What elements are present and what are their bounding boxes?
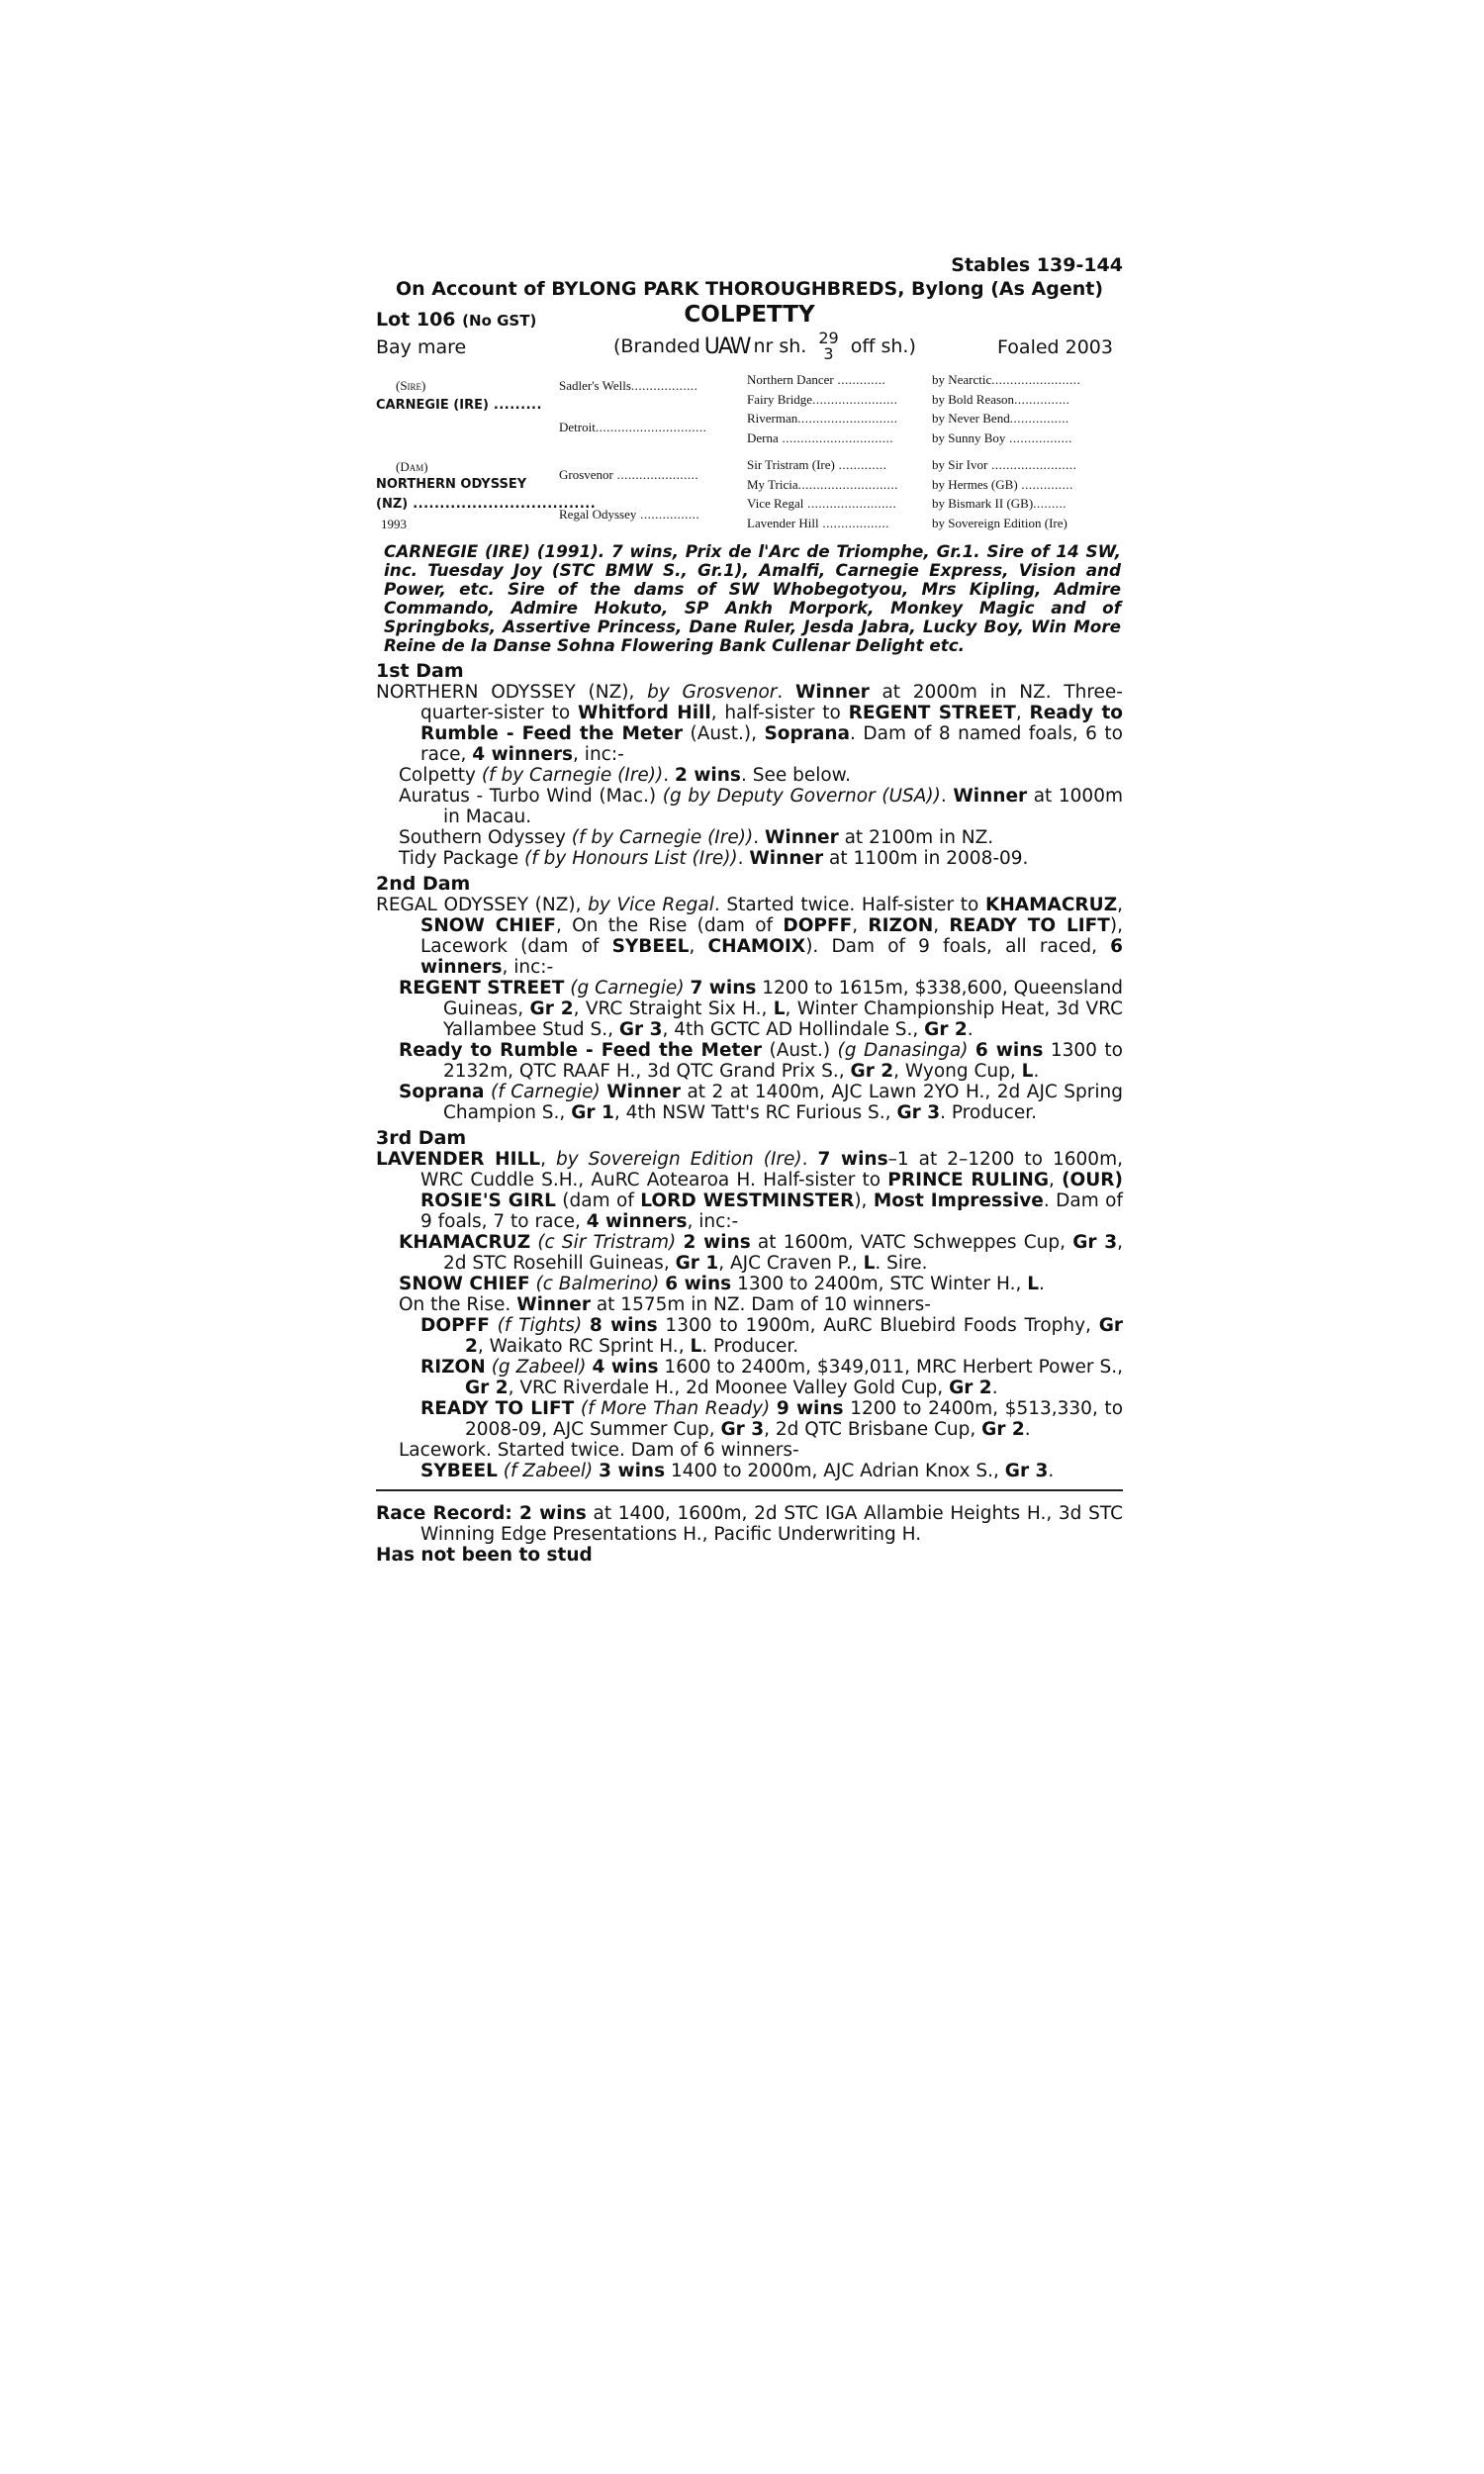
gg-2-text: Fairy Bridge (747, 392, 813, 407)
text: . (1039, 1274, 1045, 1294)
gg-3: Riverman........................... (747, 411, 898, 426)
grade: L (690, 1336, 702, 1357)
text: On the Rise. (399, 1294, 517, 1315)
progeny-name: SNOW CHIEF (399, 1274, 530, 1294)
text: at 1600m, VATC Schweppes Cup, (750, 1232, 1073, 1253)
progeny-name: KHAMACRUZ (399, 1232, 531, 1253)
foal-name: Southern Odyssey (399, 827, 572, 848)
relative-name: LORD WESTMINSTER (640, 1190, 855, 1211)
ggg-8-text: by Sovereign Edition (Ire) (932, 516, 1067, 530)
bold-text: 6 wins (665, 1274, 732, 1294)
grade: Gr 3 (1072, 1232, 1118, 1253)
ggg-1: by Nearctic........................ (932, 372, 1081, 387)
dam-dam: Regal Odyssey ................ (559, 507, 700, 522)
text: . (1033, 1061, 1040, 1082)
third-dam-summary (376, 1149, 1123, 1232)
text: . (777, 682, 795, 703)
sire-sire-text: Sadler's Wells (559, 378, 631, 393)
ggg-1-text: by Nearctic (932, 372, 992, 387)
lot-label: Lot 106 (376, 309, 456, 331)
grade: Gr 2 (465, 1378, 509, 1398)
dam-sire: Grosvenor ...................... (559, 467, 699, 482)
relative-name: (OUR) ROSIE'S GIRL (420, 1170, 1123, 1211)
bold-text: 2 wins (675, 765, 741, 786)
gg-1: Northern Dancer ............. (747, 372, 886, 387)
grand-progeny-entry (376, 1315, 1123, 1357)
ggg-3-text: by Never Bend (932, 411, 1010, 426)
foal-entry (376, 786, 1123, 827)
bold-text: 2 wins (519, 1503, 587, 1524)
bold-text: 7 wins (690, 978, 757, 999)
text: 1200 to 2400m, $513,330, to 2008-09, AJC Summer Cup, (465, 1398, 1124, 1440)
dam-name-line2: (NZ) .................................. (376, 497, 597, 512)
text: 1200 to 1615m, $338,600, Queensland Guineas, (443, 978, 1123, 1019)
ggg-8 (932, 516, 1067, 531)
second-dam-sire: by Vice Regal (588, 895, 714, 915)
bold-text: Winner (794, 682, 870, 703)
relative-name: Whitford Hill (577, 703, 711, 723)
text: , (1049, 1170, 1063, 1190)
text: at 2 at 1400m, AJC Lawn 2YO H., 2d AJC Spring Champion S., (443, 1082, 1123, 1123)
relative-name: DOPFF (783, 915, 853, 936)
dam-dam-text: Regal Odyssey (559, 507, 637, 522)
progeny-pedigree: (c Sir Tristram) (537, 1232, 677, 1253)
foal-name: Auratus - Turbo Wind (Mac.) (399, 786, 663, 807)
gst-note: (No GST) (462, 312, 537, 330)
progeny-entry (376, 1274, 1123, 1294)
grade: Gr 2 (981, 1419, 1025, 1440)
text: 1400 to 2000m, AJC Adrian Knox S., (665, 1461, 1005, 1481)
foal-entry (376, 765, 1123, 786)
gg-7-text: Vice Regal (747, 496, 804, 511)
bold-text: Winner (764, 827, 839, 848)
catalogue-body (376, 661, 1123, 1566)
text: at 1575m in NZ. Dam of 10 winners- (590, 1294, 931, 1315)
first-dam-sire: by Grosvenor (647, 682, 778, 703)
foaled-year: Foaled 2003 (997, 336, 1113, 358)
ggg-5: by Sir Ivor ....................... (932, 457, 1077, 472)
text: , (1015, 703, 1030, 723)
horse-sex: Bay mare (376, 336, 467, 358)
progeny-pedigree: (f Carnegie) (491, 1082, 601, 1102)
sire-name-text: CARNEGIE (IRE) (376, 398, 489, 413)
progeny-entry (376, 978, 1123, 1040)
bold-text: Winner (516, 1294, 591, 1315)
brand-number (818, 331, 838, 362)
text: , (689, 936, 708, 957)
third-dam-heading: 3rd Dam (376, 1127, 467, 1149)
brand-mark-icon: UAW (703, 333, 750, 359)
ggg-2: by Bold Reason............... (932, 392, 1070, 407)
dam-name-line2-text: (NZ) (376, 497, 409, 512)
progeny-name: READY TO LIFT (420, 1398, 575, 1419)
third-dam-sire: by Sovereign Edition (Ire) (555, 1149, 802, 1170)
grade: Gr 2 (465, 1315, 1123, 1357)
grade: Gr 1 (571, 1102, 614, 1123)
text: ). Dam of 9 foals, all raced, (805, 936, 1111, 957)
relative-name: Soprana (764, 723, 851, 744)
progeny-entry (376, 1232, 1123, 1274)
stud-status-text: Has not been to stud (376, 1545, 593, 1566)
section-divider (376, 1489, 1123, 1491)
dam-name-line1: NORTHERN ODYSSEY (376, 477, 527, 492)
text: . See below. (740, 765, 851, 786)
text: . (967, 1019, 974, 1040)
gg-6: My Tricia........................... (747, 477, 898, 492)
grade: Gr 2 (949, 1378, 992, 1398)
relative-name: Ready to Rumble - Feed the Meter (420, 703, 1123, 744)
progeny-pedigree: (c Balmerino) (535, 1274, 660, 1294)
text: , 4th NSW Tatt's RC Furious S., (613, 1102, 897, 1123)
grade: L (773, 999, 786, 1019)
gg-6-text: My Tricia (747, 477, 798, 492)
text: . Dam of 8 named foals, 6 to race, (420, 723, 1123, 765)
text: , inc:- (502, 957, 554, 978)
sire-label: (Sire) (396, 378, 426, 393)
off-shoulder: off sh.) (850, 335, 916, 357)
text: . Sire. (875, 1253, 928, 1274)
near-shoulder: nr sh. (753, 335, 807, 357)
branded-prefix: (Branded (613, 335, 700, 357)
sire-summary: CARNEGIE (IRE) (1991). 7 wins, Prix de l'Arc de Triomphe, Gr.1. Sire of 14 SW, inc. Tuesday Joy (STC BMW S., Gr.1), Amalfi, Carnegie Express, Vision and Power, etc. Sire of the dams of SW Whobegotyou, Mrs Kipling, Admire Commando, Admire Hokuto, SP Ankh Morpork, Monkey Magic and of Springboks, Assertive Princess, Dane Ruler, Jesda Jabra, Lucky Boy, Win More Reine de la Danse Sohna Flowering Bank Cullenar Delight etc. (384, 541, 1121, 655)
grade: Gr 3 (720, 1419, 765, 1440)
horse-name: COLPETTY (684, 302, 815, 328)
text: 1300 to 2400m, STC Winter H., (731, 1274, 1028, 1294)
gg-3-text: Riverman (747, 411, 798, 426)
foal-pedigree: (f by Honours List (Ire)) (524, 848, 738, 869)
text: (Aust.), (683, 723, 765, 744)
text: . Started twice. Half-sister to (713, 895, 985, 915)
bold-text: Winner (606, 1082, 681, 1102)
gg-1-text: Northern Dancer (747, 372, 834, 387)
bold-text: 8 wins (589, 1315, 658, 1336)
text: , (540, 1149, 556, 1170)
foal-entry (376, 827, 1123, 848)
race-record (376, 1503, 1123, 1545)
progeny-name: Soprana (399, 1082, 485, 1102)
text: , 2d STC Rosehill Guineas, (443, 1232, 1124, 1274)
progeny-pedigree: (g Zabeel) (491, 1357, 587, 1378)
gg-4: Derna .............................. (747, 430, 894, 445)
grade: Gr 1 (675, 1253, 719, 1274)
text: (Aust.) (762, 1040, 838, 1061)
text: , On the Rise (dam of (556, 915, 784, 936)
text: ), (854, 1190, 874, 1211)
text: . (991, 1378, 998, 1398)
text: , (852, 915, 869, 936)
ggg-7: by Bismark II (GB)......... (932, 496, 1067, 511)
text: . (801, 1149, 818, 1170)
dam-sire-text: Grosvenor (559, 467, 613, 482)
text: at 2100m in NZ. (838, 827, 994, 848)
gg-2: Fairy Bridge....................... (747, 392, 898, 407)
relative-name: KHAMACRUZ (984, 895, 1118, 915)
grade: Gr 3 (896, 1102, 941, 1123)
sire-dam: Detroit.............................. (559, 420, 707, 434)
grade: Gr 2 (850, 1061, 894, 1082)
progeny-entry: Lacework. Started twice. Dam of 6 winners- (399, 1440, 799, 1461)
progeny-pedigree: (g Danasinga) (837, 1040, 969, 1061)
bold-text: 7 wins (817, 1149, 888, 1170)
bold-text: 4 wins (592, 1357, 659, 1378)
progeny-name: RIZON (420, 1357, 486, 1378)
sire-dam-text: Detroit (559, 420, 596, 434)
text: , Waikato RC Sprint H., (477, 1336, 691, 1357)
dam-label: (Dam) (396, 459, 428, 474)
ggg-7-text: by Bismark II (GB) (932, 496, 1034, 511)
brand-number-top: 29 (818, 329, 839, 347)
progeny-pedigree: (g Carnegie) (570, 978, 685, 999)
race-record-label: Race Record: (376, 1503, 520, 1524)
text: , half-sister to (710, 703, 849, 723)
text: (dam of (555, 1190, 641, 1211)
grade: L (863, 1253, 876, 1274)
second-dam-heading: 2nd Dam (376, 873, 471, 895)
bold-text: 6 winners (420, 936, 1124, 978)
text: 1600 to 2400m, $349,011, MRC Herbert Power S., (658, 1357, 1123, 1378)
second-dam-name: REGAL ODYSSEY (NZ), (376, 895, 589, 915)
progeny-name: SYBEEL (420, 1461, 498, 1481)
text: . (737, 848, 750, 869)
grade: L (1021, 1061, 1034, 1082)
relative-name: PRINCE RULING (887, 1170, 1050, 1190)
gg-5: Sir Tristram (Ire) ............. (747, 457, 887, 472)
text: , (933, 915, 950, 936)
ggg-5-text: by Sir Ivor (932, 457, 988, 472)
dam-year: 1993 (381, 517, 407, 531)
text: . (753, 827, 765, 848)
foal-name: Colpetty (399, 765, 482, 786)
grade: Gr 3 (618, 1019, 663, 1040)
text: . Dam of 9 foals, 7 to race, (420, 1190, 1123, 1232)
grade: Gr 3 (1004, 1461, 1049, 1481)
progeny-name: REGENT STREET (399, 978, 565, 999)
text: , (1117, 895, 1123, 915)
bold-text: 2 wins (683, 1232, 751, 1253)
relative-name: REGENT STREET (848, 703, 1016, 723)
bold-text: 9 wins (776, 1398, 844, 1419)
grade: L (1027, 1274, 1040, 1294)
ggg-4: by Sunny Boy ................. (932, 430, 1072, 445)
text: , 4th GCTC AD Hollindale S., (662, 1019, 925, 1040)
bold-text: Winner (953, 786, 1028, 807)
text: . Producer. (940, 1102, 1037, 1123)
text: . (663, 765, 676, 786)
text: ), Lacework (dam of (420, 915, 1124, 957)
text: . Producer. (701, 1336, 799, 1357)
text: , AJC Craven P., (718, 1253, 864, 1274)
first-dam-summary (376, 682, 1123, 765)
text: 1300 to 1900m, AuRC Bluebird Foods Trophy, (657, 1315, 1099, 1336)
gg-8-text: Lavender Hill (747, 516, 819, 530)
progeny-entry (376, 1294, 1123, 1315)
vendor-line: On Account of BYLONG PARK THOROUGHBREDS, Bylong (As Agent) (395, 278, 1104, 300)
text: , inc:- (687, 1211, 739, 1232)
ggg-3: by Never Bend................ (932, 411, 1069, 426)
relative-name: READY TO LIFT (949, 915, 1110, 936)
text: , 2d QTC Brisbane Cup, (764, 1419, 982, 1440)
text: at 2000m in NZ. Three-quarter-sister to (420, 682, 1123, 723)
progeny-entry (376, 1040, 1123, 1082)
foal-pedigree: (f by Carnegie (Ire)) (481, 765, 664, 786)
grand-progeny-entry (376, 1357, 1123, 1398)
ggg-6: by Hermes (GB) .............. (932, 477, 1073, 492)
relative-name: Most Impressive (873, 1190, 1044, 1211)
foal-pedigree: (g by Deputy Governor (USA)) (662, 786, 941, 807)
bold-text: 3 wins (599, 1461, 666, 1481)
first-dam-name: NORTHERN ODYSSEY (NZ), (376, 682, 648, 703)
gg-4-text: Derna (747, 430, 779, 445)
relative-name: SYBEEL (611, 936, 690, 957)
text: . (940, 786, 954, 807)
text: , inc:- (573, 744, 624, 765)
brand-number-bottom: 3 (823, 344, 834, 363)
pedigree-table (376, 368, 1123, 538)
relative-name: SNOW CHIEF (420, 915, 556, 936)
text: , Wyong Cup, (893, 1061, 1022, 1082)
relative-name: RIZON (868, 915, 934, 936)
bold-text: Winner (749, 848, 824, 869)
foal-entry (376, 848, 1123, 869)
text: . (1024, 1419, 1031, 1440)
grade: Gr 2 (924, 1019, 968, 1040)
ggg-6-text: by Hermes (GB) (932, 477, 1018, 492)
progeny-name: DOPFF (420, 1315, 490, 1336)
gg-8: Lavender Hill .................. (747, 516, 889, 530)
grand-progeny-entry (376, 1398, 1123, 1440)
progeny-name: Ready to Rumble - Feed the Meter (399, 1040, 763, 1061)
grand-progeny-entry (376, 1461, 1123, 1481)
ggg-4-text: by Sunny Boy (932, 430, 1006, 445)
stud-status (376, 1545, 1123, 1566)
progeny-pedigree: (f More Than Ready) (580, 1398, 771, 1419)
text: , VRC Riverdale H., 2d Moonee Valley Gold Cup, (508, 1378, 950, 1398)
text: . (1048, 1461, 1055, 1481)
bold-text: 4 winners (586, 1211, 688, 1232)
progeny-pedigree: (f Zabeel) (503, 1461, 594, 1481)
grade: Gr 2 (529, 999, 574, 1019)
first-dam-heading: 1st Dam (376, 660, 464, 682)
second-dam-summary (376, 895, 1123, 978)
gg-7: Vice Regal ........................ (747, 496, 897, 511)
text: at 1400, 1600m, 2d STC IGA Allambie Heights H., 3d STC Winning Edge Presentations H., Pacific Underwriting H. (420, 1503, 1124, 1545)
third-dam-name: LAVENDER HILL (376, 1149, 541, 1170)
text: , Winter Championship Heat, 3d VRC Yallambee Stud S., (443, 999, 1124, 1040)
text: 1300 to 2132m, QTC RAAF H., 3d QTC Grand Prix S., (443, 1040, 1123, 1082)
text: at 1000m in Macau. (443, 786, 1123, 827)
text: –1 at 2–1200 to 1600m, WRC Cuddle S.H., AuRC Aotearoa H. Half-sister to (420, 1149, 1123, 1190)
brand-info (613, 331, 916, 362)
sire-sire: Sadler's Wells.................. (559, 378, 698, 393)
ggg-2-text: by Bold Reason (932, 392, 1015, 407)
foal-pedigree: (f by Carnegie (Ire)) (571, 827, 754, 848)
relative-name: CHAMOIX (707, 936, 806, 957)
progeny-entry (376, 1082, 1123, 1123)
text: , VRC Straight Six H., (573, 999, 774, 1019)
text: at 1100m in 2008-09. (823, 848, 1029, 869)
bold-text: 6 wins (974, 1040, 1044, 1061)
progeny-pedigree: (f Tights) (497, 1315, 583, 1336)
gg-5-text: Sir Tristram (Ire) (747, 457, 835, 472)
stables-number: Stables 139-144 (951, 254, 1123, 276)
foal-name: Tidy Package (399, 848, 525, 869)
sire-name: CARNEGIE (IRE) ......... (376, 398, 542, 413)
bold-text: 4 winners (472, 744, 574, 765)
